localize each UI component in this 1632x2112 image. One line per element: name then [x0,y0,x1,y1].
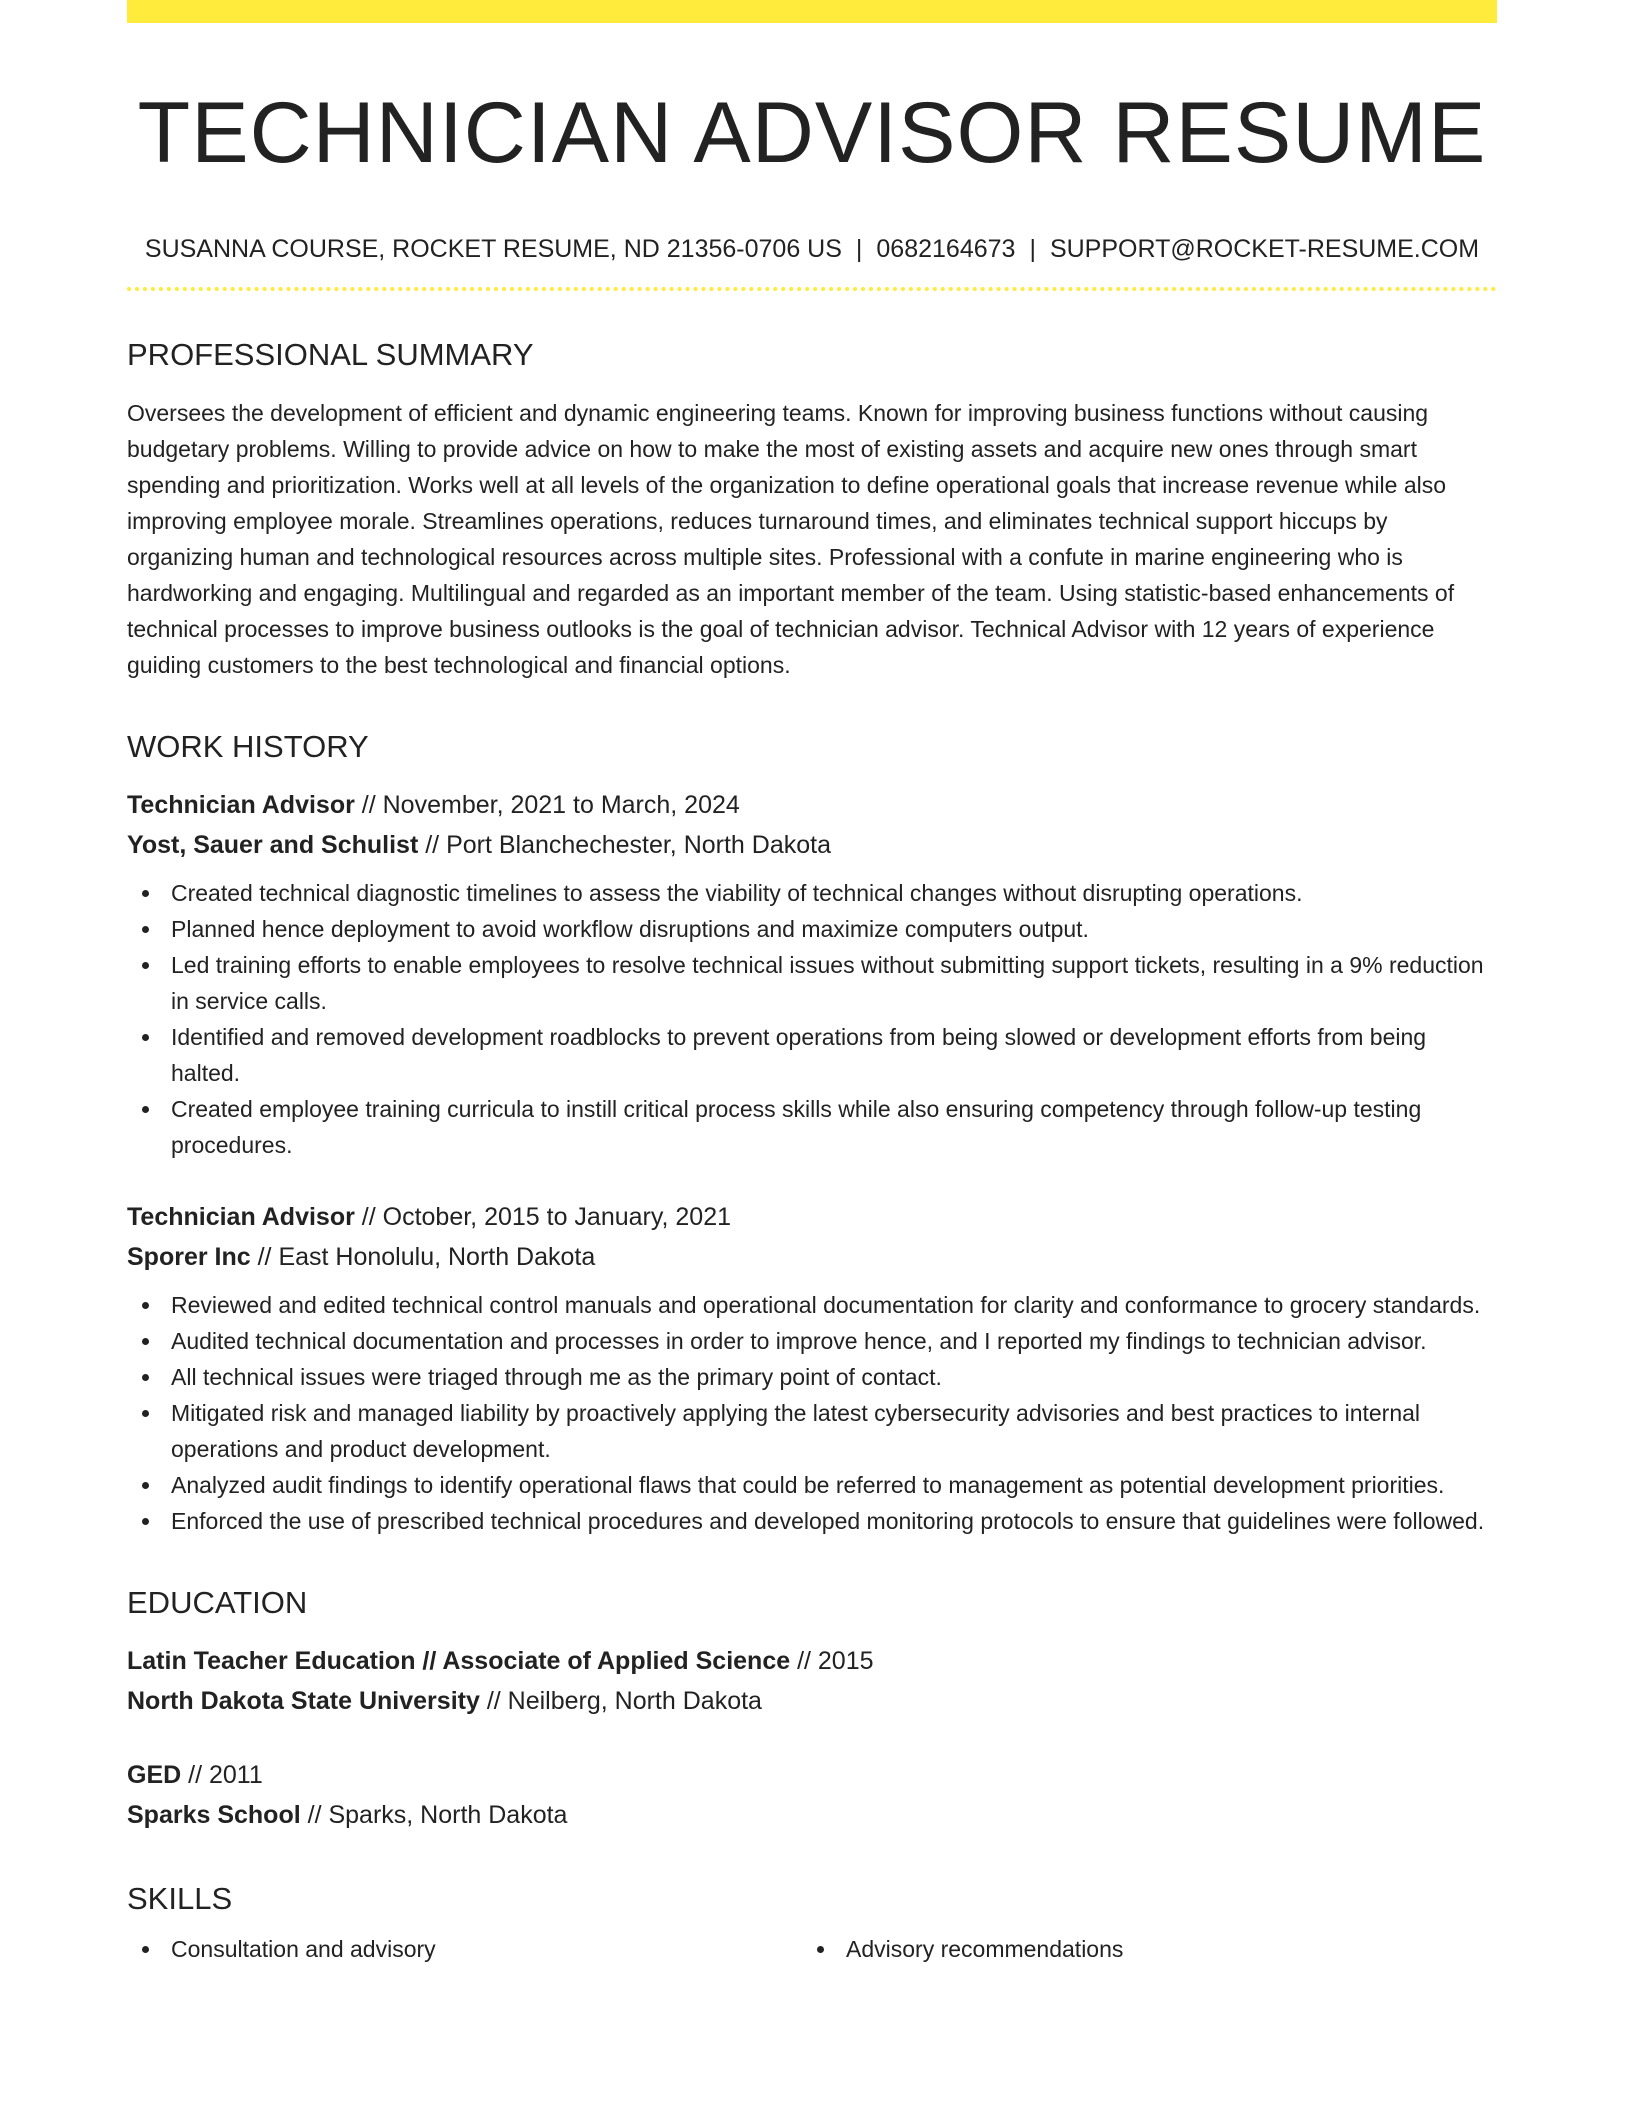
education-entry [127,1641,1497,1721]
job-location: // East Honolulu, North Dakota [250,1243,596,1271]
resume-title: TECHNICIAN ADVISOR RESUME [137,85,1487,181]
degree-year: // 2015 [790,1647,874,1675]
school-location: // Neilberg, North Dakota [479,1687,762,1715]
education-heading: EDUCATION [127,1585,308,1620]
job-bullet: All technical issues were triaged through me as the primary point of contact. [127,1359,1497,1395]
school-location: // Sparks, North Dakota [300,1801,568,1829]
job-bullet: Enforced the use of prescribed technical procedures and developed monitoring protocols to ensure that guidelines were followed. [127,1503,1497,1539]
job-bullet: Reviewed and edited technical control manuals and operational documentation for clarity and conformance to grocery standards. [127,1287,1497,1323]
job-bullets [127,875,1497,1163]
skills-section [127,1879,1497,1967]
work-history-heading: WORK HISTORY [127,729,369,764]
school-line [127,1681,1497,1721]
job-title-line [127,1197,1497,1237]
education-entry [127,1755,1497,1835]
resume-page [127,0,1497,1967]
summary-text: Oversees the development of efficient and dynamic engineering teams. Known for improving business functions without causing budgetary problems. Willing to provide advice on how to make the most of existing assets and acquire new ones through smart spending and prioritization. Works well at all levels of the organization to define operational goals that increase revenue while also improving employee morale. Streamlines operations, reduces turnaround times, and eliminates technical support hiccups by organizing human and technological resources across multiple sites. Professional with a confute in marine engineering who is hardworking and engaging. Multilingual and regarded as an important member of the team. Using statistic-based enhancements of technical processes to improve business outlooks is the goal of technician advisor. Technical Advisor with 12 years of experience guiding customers to the best technological and financial options. [127,400,1455,678]
summary-heading: PROFESSIONAL SUMMARY [127,337,534,372]
job-title: Technician Advisor [127,1203,355,1231]
contact-line [127,233,1497,265]
summary-section [127,335,1497,683]
job-dates: // November, 2021 to March, 2024 [354,791,740,819]
job-bullet: Identified and removed development roadblocks to prevent operations from being slowed or development efforts from being halted. [127,1019,1497,1091]
education-section [127,1583,1497,1835]
job-title: Technician Advisor [127,791,355,819]
degree: GED [127,1761,182,1789]
skill-item: Advisory recommendations [802,1931,1477,1967]
degree: Latin Teacher Education // Associate of Applied Science [127,1647,791,1675]
job-bullet: Planned hence deployment to avoid workflow disruptions and maximize computers output. [127,911,1497,947]
job-bullet: Led training efforts to enable employees to resolve technical issues without submitting support tickets, resulting in a 9% reduction in service calls. [127,947,1497,1019]
job-bullet: Created technical diagnostic timelines to assess the viability of technical changes without disrupting operations. [127,875,1497,911]
job-bullets [127,1287,1497,1539]
contact-separator: | [855,235,863,263]
contact-email: SUPPORT@ROCKET-RESUME.COM [1049,235,1480,263]
top-accent-bar [127,0,1497,23]
skills-columns [127,1931,1497,1967]
skills-heading: SKILLS [127,1881,233,1916]
degree-line [127,1755,1497,1795]
job-dates: // October, 2015 to January, 2021 [354,1203,732,1231]
school: Sparks School [127,1801,301,1829]
job-bullet: Audited technical documentation and processes in order to improve hence, and I reported my findings to technician advisor. [127,1323,1497,1359]
school-line [127,1795,1497,1835]
contact-separator: | [1029,235,1036,263]
job-company: Yost, Sauer and Schulist [127,831,419,859]
job-entry [127,785,1497,1163]
school: North Dakota State University [127,1687,480,1715]
skill-item: Consultation and advisory [127,1931,802,1967]
dotted-divider [127,287,1497,291]
contact-address: SUSANNA COURSE, ROCKET RESUME, ND 21356-0706 US [144,235,842,263]
degree-year: // 2011 [181,1761,263,1789]
job-location: // Port Blanchechester, North Dakota [418,831,831,859]
job-entry [127,1197,1497,1539]
skills-column-left [127,1931,802,1967]
job-company: Sporer Inc [127,1243,251,1271]
job-bullet: Analyzed audit findings to identify operational flaws that could be referred to management as potential development priorities. [127,1467,1497,1503]
job-bullet: Mitigated risk and managed liability by proactively applying the latest cybersecurity advisories and best practices to internal operations and product development. [127,1395,1497,1467]
skills-column-right [802,1931,1477,1967]
job-company-line [127,825,1497,865]
job-title-line [127,785,1497,825]
contact-phone: 0682164673 [876,235,1016,263]
degree-line [127,1641,1497,1681]
job-company-line [127,1237,1497,1277]
job-bullet: Created employee training curricula to instill critical process skills while also ensuring competency through follow-up testing procedures. [127,1091,1497,1163]
work-history-section [127,727,1497,1539]
